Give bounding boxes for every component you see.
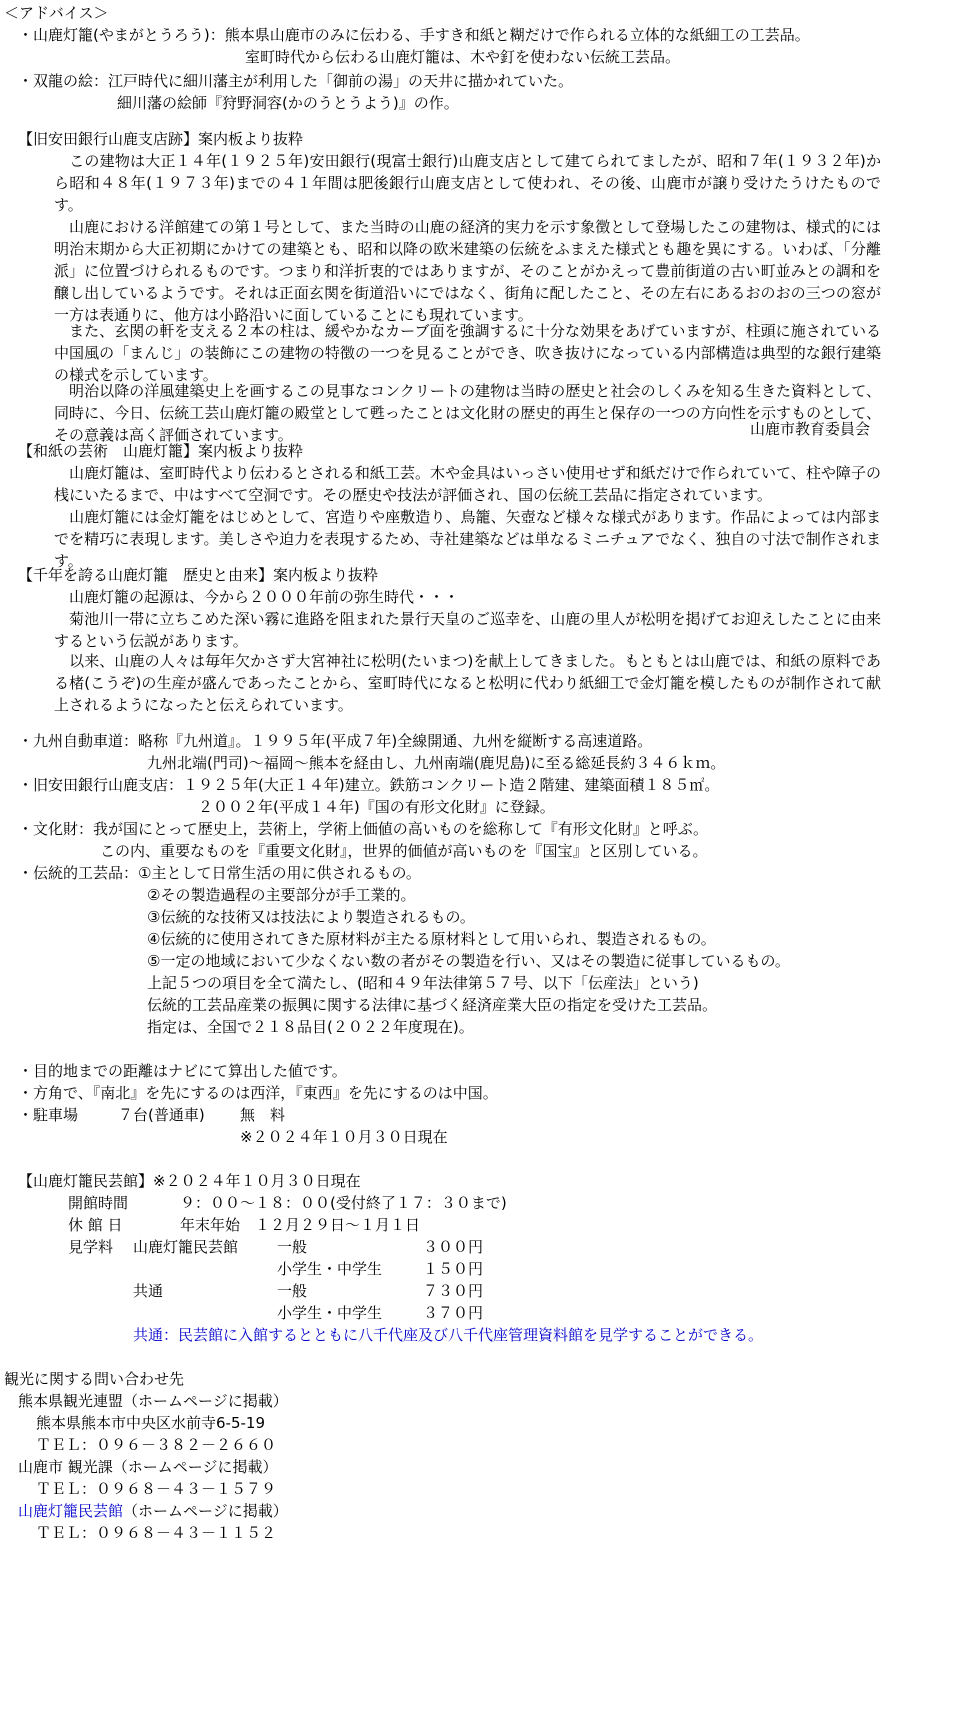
note-line: ２００２年(平成１４年)『国の有形文化財』に登録。 (198, 798, 555, 816)
hours-label: 開館時間 (68, 1194, 129, 1212)
advice-item: 細川藩の絵師『狩野洞容(かのうとうよう)』の作。 (117, 94, 459, 112)
note-line: ・伝統的工芸品：①主として日常生活の用に供されるもの。 (18, 864, 421, 882)
contact-name-note: （ホームページに掲載） (123, 1502, 288, 1520)
parking-fee: 無 料 (240, 1106, 286, 1124)
museum-link[interactable]: 山鹿灯籠民芸館 (18, 1502, 124, 1520)
section-paragraph: 以来、山鹿の人々は毎年欠かさず大宮神社に松明(たいまつ)を献上してきました。もともとは山鹿では、和紙の原料である楮(こうぞ)の生産が盛んであったことから、室町時代になると松明に代わり紙細工で金灯籠を模したものが制作されて献上されるようになったと伝えられています。 (54, 652, 881, 714)
section-paragraph: 山鹿における洋館建ての第１号として、また当時の山鹿の経済的実力を示す象徴として登場したこの建物は、様式的には明治末期から大正初期にかけての建築とも、昭和以降の欧米建築の伝統をふまえた様式とも趣を異にする。いわば、「分離派」に位置づけられるものです。つまり和洋折衷的ではありますが、そのことがかえって豊前街道の古い町並みとの調和を醸し出しているようです。それは正面玄関を街道沿いにではなく、街角に配したこと、その左右にあるおのおの三つの窓が一方は表通りに、他方は小路沿いに面していることにも現れています。 (54, 218, 881, 324)
fee-price: ７３０円 (423, 1282, 484, 1300)
contact-tel: ＴＥＬ：０９６８－４３－１１５２ (36, 1524, 277, 1542)
section-paragraph: この建物は大正１４年(１９２５年)安田銀行(現富士銀行)山鹿支店として建てられてましたが、昭和７年(１９３２年)から昭和４８年(１９７３年)までの４１年間は肥後銀行山鹿支店として使われ、その後、山鹿市が譲り受けたうけたものです。 (54, 152, 881, 214)
advice-item: ・山鹿灯籠(やまがとうろう)：熊本県山鹿市のみに伝わる、手すき和紙と糊だけで作られる立体的な紙細工の工芸品。 (18, 26, 810, 44)
note-line: 九州北端(門司)～福岡～熊本を経由し、九州南端(鹿児島)に至る総延長約３４６ｋｍ。 (147, 754, 726, 772)
section-paragraph: 明治以降の洋風建築史上を画するこの見事なコンクリートの建物は当時の歴史と社会のしくみを知る生きた資料として、同時に、今日、伝統工芸山鹿灯籠の殿堂として甦ったことは文化財の歴史的再生と保存の一つの方向性を示すものとして、その意義は高く評価されています。 (54, 382, 881, 444)
contact-tel: ＴＥＬ：０９６－３８２－２６６０ (36, 1436, 277, 1454)
section-paragraph: 菊池川一帯に立ちこめた深い霧に進路を阻まれた景行天皇のご巡幸を、山鹿の里人が松明を掲げてお迎えしたことに由来するという伝説があります。 (54, 610, 881, 650)
direction-note: ・方角で、『南北』を先にするのは西洋，『東西』を先にするのは中国。 (18, 1084, 498, 1102)
note-line: この内、重要なものを『重要文化財』，世界的価値が高いものを『国宝』と区別している。 (100, 842, 708, 860)
closed-label: 休 館 日 (68, 1216, 123, 1234)
note-line: 上記５つの項目を全て満たし、(昭和４９年法律第５７号、以下「伝産法」という) (147, 974, 699, 992)
hours-value: ９：００～１８：００(受付終了１７：３０まで) (180, 1194, 507, 1212)
note-line: ③伝統的な技術又は技法により製造されるもの。 (147, 908, 475, 926)
fee-type: 一般 (277, 1282, 308, 1300)
fee-label: 見学料 (68, 1238, 114, 1256)
section-paragraph: また、玄関の軒を支える２本の柱は、緩やかなカーブ面を強調するに十分な効果をあげていますが、柱頭に施されている中国風の「まんじ」の装飾にこの建物の特徴の一つを見ることができ、吹き抜けになっている内部構造は典型的な銀行建築の様式を示しています。 (54, 322, 881, 384)
note-line: ⑤一定の地域において少なくない数の者がその製造を行い、又はその製造に従事しているもの。 (147, 952, 790, 970)
closed-value: 年末年始 １２月２９日～１月１日 (180, 1216, 421, 1234)
section-paragraph: 山鹿灯籠には金灯籠をはじめとして、宮造りや座敷造り、鳥籠、矢壺など様々な様式があります。作品によっては内部までを精巧に表現します。美しさや迫力を表現するため、寺社建築などは単なるミニチュアでなく、独自の寸法で制作されます。 (54, 508, 881, 570)
as-of-date: ※２０２４年１０月３０日現在 (240, 1128, 448, 1146)
fee-type: 小学生・中学生 (277, 1304, 383, 1322)
fee-type: 一般 (277, 1238, 308, 1256)
fee-group: 山鹿灯籠民芸館 (133, 1238, 239, 1256)
museum-heading: 【山鹿灯籠民芸館】※２０２４年１０月３０日現在 (18, 1172, 361, 1190)
note-line: ④伝統的に使用されてきた原材料が主たる原材料として用いられ、製造されるもの。 (147, 930, 716, 948)
note-line: ・文化財：我が国にとって歴史上，芸術上，学術上価値の高いものを総称して『有形文化財』と呼ぶ。 (18, 820, 709, 838)
contact-tel: ＴＥＬ：０９６８－４３－１５７９ (36, 1480, 277, 1498)
section-heading: 【和紙の芸術 山鹿灯籠】案内板より抜粋 (18, 442, 304, 460)
distance-note: ・目的地までの距離はナビにて算出した値です。 (18, 1062, 347, 1080)
fee-price: ３７０円 (423, 1304, 484, 1322)
section-paragraph: 山鹿灯籠は、室町時代より伝わるとされる和紙工芸。木や金具はいっさい使用せず和紙だけで作られていて、柱や障子の桟にいたるまで、中はすべて空洞です。その歴史や技法が評価され、国の伝統工芸品に指定されています。 (54, 464, 881, 504)
contact-address: 熊本県熊本市中央区水前寺6-5-19 (36, 1414, 266, 1432)
note-line: ・旧安田銀行山鹿支店：１９２５年(大正１４年)建立。鉄筋コンクリート造２階建、建築面積１８５㎡。 (18, 776, 720, 794)
advice-heading: ＜アドバイス＞ (4, 4, 109, 22)
contact-name: 熊本県観光連盟（ホームページに掲載） (18, 1392, 288, 1410)
common-ticket-note: 共通：民芸館に入館するとともに八千代座及び八千代座管理資料館を見学することができる。 (133, 1326, 764, 1344)
note-line: ②その製造過程の主要部分が手工業的。 (147, 886, 416, 904)
section-heading: 【旧安田銀行山鹿支店跡】案内板より抜粋 (18, 130, 304, 148)
note-line: 指定は、全国で２１８品目(２０２２年度現在)。 (147, 1018, 474, 1036)
section-paragraph: 山鹿灯籠の起源は、今から２０００年前の弥生時代・・・ (54, 588, 460, 606)
section-signature: 山鹿市教育委員会 (750, 420, 871, 438)
section-heading: 【千年を誇る山鹿灯籠 歴史と由来】案内板より抜粋 (18, 566, 379, 584)
note-line: 伝統的工芸品産業の振興に関する法律に基づく経済産業大臣の指定を受けた工芸品。 (147, 996, 718, 1014)
fee-price: ３００円 (423, 1238, 484, 1256)
fee-type: 小学生・中学生 (277, 1260, 383, 1278)
contact-name: 山鹿市 観光課（ホームページに掲載） (18, 1458, 278, 1476)
contacts-heading: 観光に関する問い合わせ先 (4, 1370, 185, 1388)
fee-price: １５０円 (423, 1260, 484, 1278)
parking-label: ・駐車場 (18, 1106, 79, 1124)
note-line: ・九州自動車道：略称『九州道』。１９９５年(平成７年)全線開通、九州を縦断する高速道路。 (18, 732, 653, 750)
fee-group: 共通 (133, 1282, 164, 1300)
contact-name (18, 1500, 288, 1522)
parking-count: ７台(普通車) (118, 1106, 205, 1124)
advice-item: 室町時代から伝わる山鹿灯籠は、木や釘を使わない伝統工芸品。 (245, 48, 681, 66)
advice-item: ・双龍の絵：江戸時代に細川藩主が利用した「御前の湯」の天井に描かれていた。 (18, 72, 574, 90)
